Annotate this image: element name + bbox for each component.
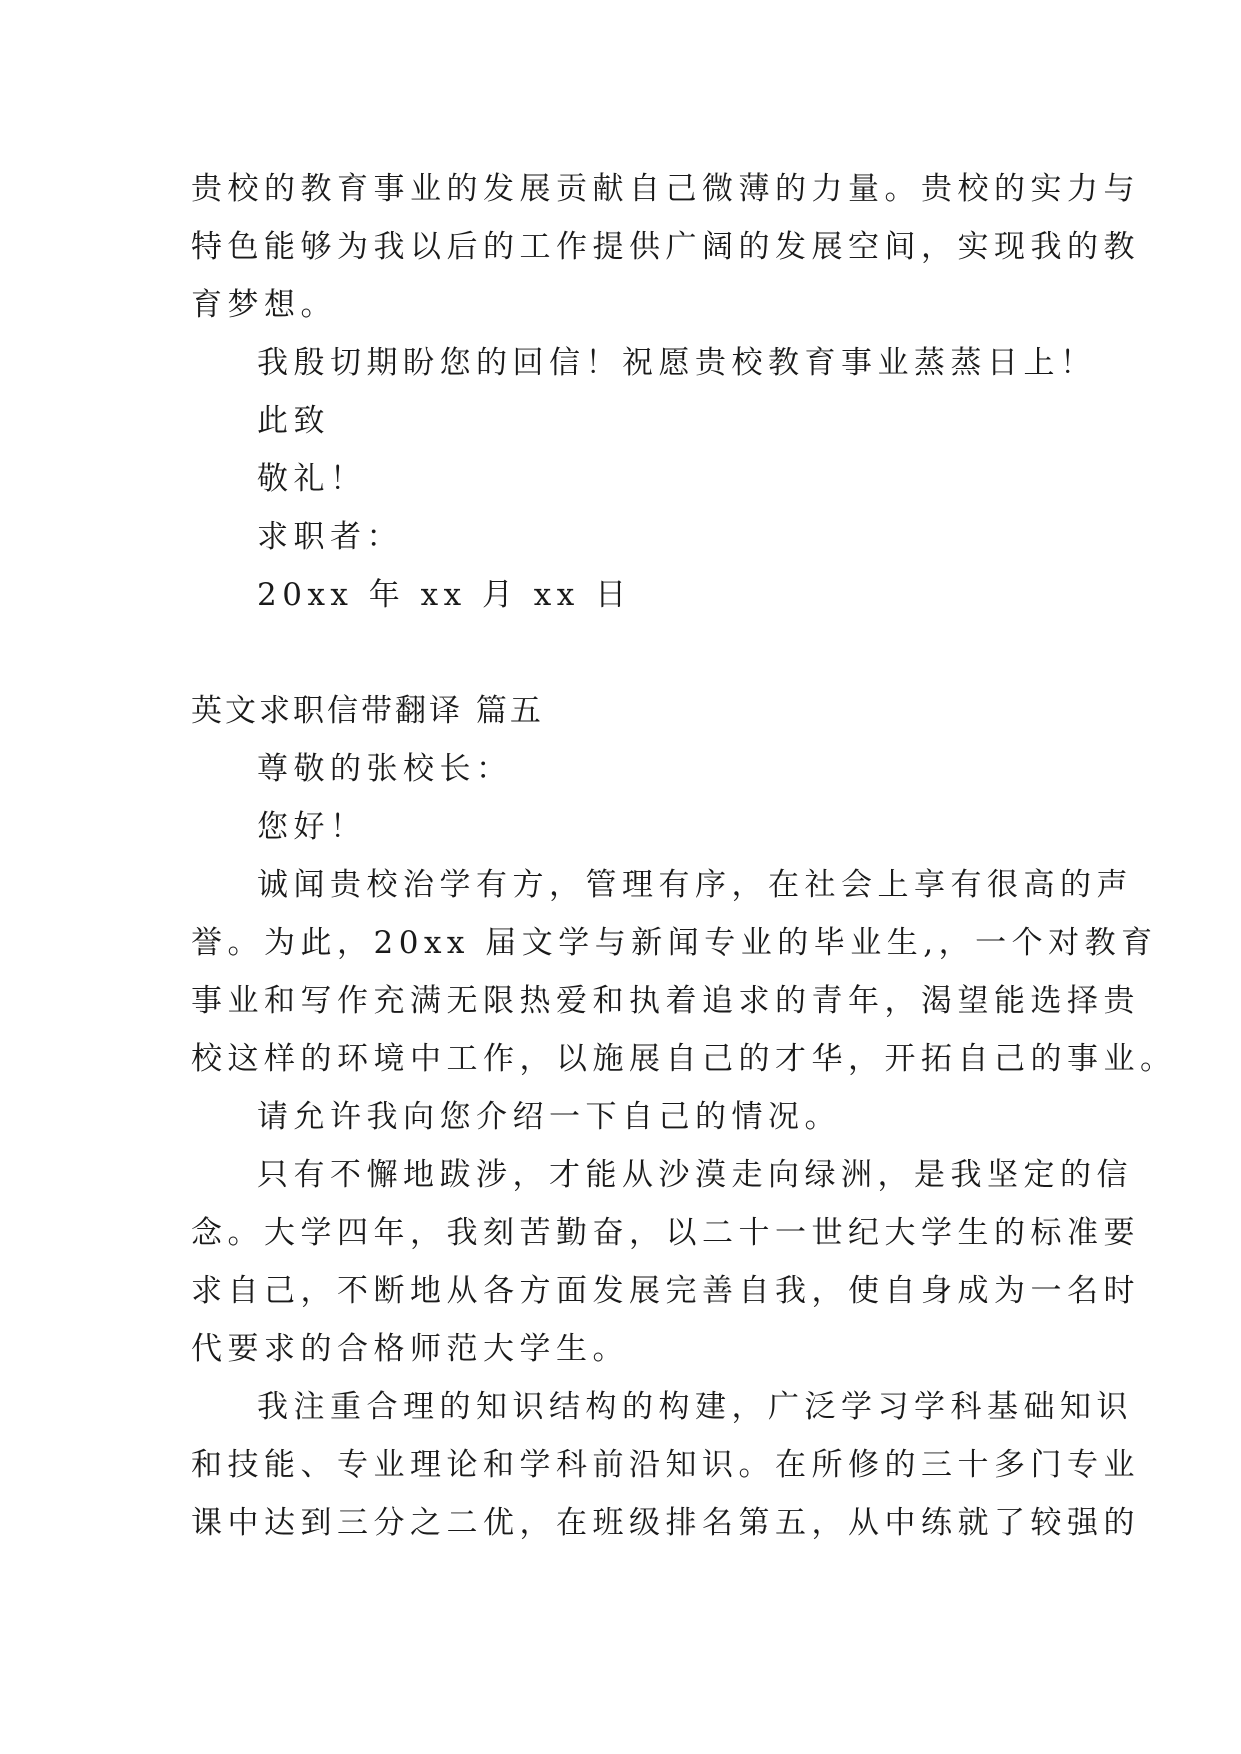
paragraph-line: 代要求的合格师范大学生。 <box>191 1331 629 1367</box>
salutation-jingli: 敬礼！ <box>257 461 367 497</box>
applicant-label: 求职者： <box>257 519 403 555</box>
paragraph-line: 求自己，不断地从各方面发展完善自我，使自身成为一名时 <box>191 1273 1140 1309</box>
paragraph-line: 课中达到三分之二优，在班级排名第五，从中练就了较强的 <box>191 1505 1140 1541</box>
text-line: 育梦想。 <box>191 287 337 323</box>
closing-line: 我殷切期盼您的回信！祝愿贵校教育事业蒸蒸日上！ <box>257 345 1097 381</box>
paragraph-line: 事业和写作充满无限热爱和执着追求的青年，渴望能选择贵 <box>191 983 1140 1019</box>
text-line: 特色能够为我以后的工作提供广阔的发展空间，实现我的教 <box>191 229 1140 265</box>
paragraph-line: 只有不懈地跋涉，才能从沙漠走向绿洲，是我坚定的信 <box>257 1157 1133 1193</box>
text-line: 贵校的教育事业的发展贡献自己微薄的力量。贵校的实力与 <box>191 171 1140 207</box>
salutation-cizhi: 此致 <box>257 403 330 439</box>
paragraph-line: 我注重合理的知识结构的构建，广泛学习学科基础知识 <box>257 1389 1133 1425</box>
letter-date: 20xx 年 xx 月 xx 日 <box>257 577 632 613</box>
paragraph-line: 校这样的环境中工作，以施展自己的才华，开拓自己的事业。 <box>191 1041 1177 1077</box>
paragraph-line: 念。大学四年，我刻苦勤奋，以二十一世纪大学生的标准要 <box>191 1215 1140 1251</box>
greeting-line: 尊敬的张校长： <box>257 751 513 787</box>
paragraph-line: 请允许我向您介绍一下自己的情况。 <box>257 1099 841 1135</box>
document-body <box>191 160 1177 1552</box>
section-spacer <box>191 624 1061 682</box>
hello-line: 您好！ <box>257 809 367 845</box>
section-title: 英文求职信带翻译 篇五 <box>191 693 544 729</box>
paragraph-line: 誉。为此，20xx 届文学与新闻专业的毕业生,，一个对教育 <box>191 925 1158 961</box>
paragraph-line: 诚闻贵校治学有方，管理有序，在社会上享有很高的声 <box>257 867 1133 903</box>
paragraph-line: 和技能、专业理论和学科前沿知识。在所修的三十多门专业 <box>191 1447 1140 1483</box>
